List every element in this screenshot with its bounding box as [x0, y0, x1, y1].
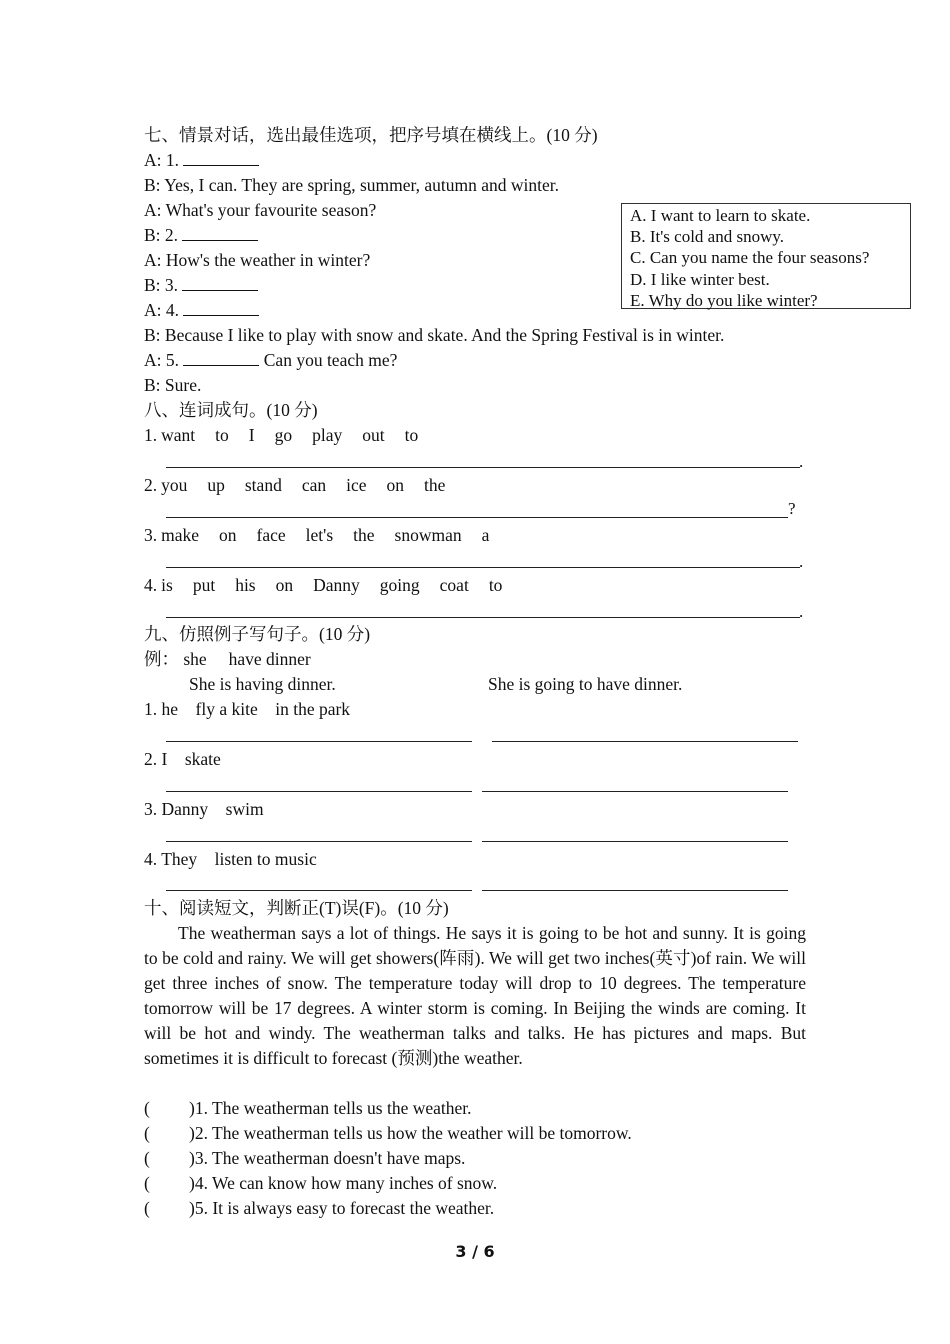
- section-8-title: 八、连词成句。(10 分): [144, 400, 318, 420]
- answer-line-9-1a[interactable]: [166, 741, 472, 742]
- dialogue-line-2: B: Yes, I can. They are spring, summer, autumn and winter.: [144, 175, 560, 195]
- answer-line-9-1b[interactable]: [492, 741, 798, 742]
- option-a: A. I want to learn to skate.: [630, 206, 811, 225]
- answer-line-9-4b[interactable]: [482, 890, 788, 891]
- option-e: E. Why do you like winter?: [630, 290, 818, 310]
- answer-paren[interactable]: (: [144, 1148, 150, 1168]
- tf-statement-2: ( )2. The weatherman tells us how the weather will be tomorrow.: [144, 1121, 632, 1146]
- dialogue-line-5: A: How's the weather in winter?: [144, 250, 371, 270]
- dialogue-line-9: A: 5. Can you teach me?: [144, 350, 398, 370]
- tf-statement-4: ( )4. We can know how many inches of snow.: [144, 1171, 497, 1196]
- word-order-item-3: 3. make on face let's the snowman a: [144, 525, 490, 545]
- answer-paren[interactable]: (: [144, 1173, 150, 1193]
- answer-blank-3[interactable]: [182, 273, 258, 291]
- answer-line-9-2b[interactable]: [482, 791, 788, 792]
- dialogue-line-10: B: Sure.: [144, 375, 202, 395]
- word-order-item-2: 2. you up stand can ice on the: [144, 475, 446, 495]
- dialogue-line-6: B: 3.: [144, 273, 258, 298]
- answer-line-9-4a[interactable]: [166, 890, 472, 891]
- dialogue-line-4: B: 2.: [144, 223, 258, 248]
- option-c: C. Can you name the four seasons?: [630, 248, 870, 268]
- word-order-item-1: 1. want to I go play out to: [144, 425, 419, 445]
- answer-line-9-2a[interactable]: [166, 791, 472, 792]
- rewrite-item-2: 2. I skate: [144, 749, 221, 769]
- word-order-item-4: 4. is put his on Danny going coat to: [144, 575, 503, 595]
- answer-line-8-1[interactable]: [166, 467, 800, 468]
- dialogue-line-8: B: Because I like to play with snow and skate. And the Spring Festival is in winter.: [144, 325, 725, 345]
- answer-blank-5[interactable]: [183, 348, 259, 366]
- section-7-title: 七、情景对话，选出最佳选项，把序号填在横线上。(10 分): [144, 125, 598, 145]
- end-punctuation: .: [799, 552, 804, 571]
- options-box: [621, 203, 911, 309]
- option-b: B. It's cold and snowy.: [630, 227, 785, 247]
- section-10-title: 十、阅读短文，判断正(T)误(F)。(10 分): [144, 898, 449, 918]
- option-d: D. I like winter best.: [630, 269, 770, 289]
- answer-paren[interactable]: (: [144, 1123, 150, 1143]
- end-punctuation: ?: [788, 499, 796, 518]
- answer-paren[interactable]: (: [144, 1198, 150, 1218]
- answer-line-8-4[interactable]: [166, 617, 800, 618]
- tf-statement-1: ( )1. The weatherman tells us the weather.: [144, 1096, 472, 1121]
- answer-blank-4[interactable]: [183, 298, 259, 316]
- section-9-title: 九、仿照例子写句子。(10 分): [144, 624, 371, 644]
- rewrite-item-1: 1. he fly a kite in the park: [144, 699, 351, 719]
- example-answer-2: She is going to have dinner.: [488, 674, 683, 694]
- tf-statement-5: ( )5. It is always easy to forecast the weather.: [144, 1196, 494, 1221]
- example-prompt: 例： she have dinner: [144, 649, 311, 669]
- rewrite-item-3: 3. Danny swim: [144, 799, 264, 819]
- dialogue-line-1: A: 1.: [144, 148, 259, 173]
- reading-passage: The weatherman says a lot of things. He says it is going to be hot and sunny. It is going to be cold and rainy. We will get showers(阵雨). We will get two inches(英寸)of rain. We will get three inches of snow. The temperature today will drop to 10 degrees. The temperature tomorrow will be 17 degrees. A winter storm is coming. In Beijing the winds are coming. It will be hot and windy. The weatherman talks and talks. He has pictures and maps. But sometimes it is difficult to forecast (预测)the weather.: [144, 923, 806, 1068]
- end-punctuation: .: [799, 452, 804, 471]
- dialogue-line-3: A: What's your favourite season?: [144, 200, 377, 220]
- answer-line-8-2[interactable]: [166, 517, 788, 518]
- tf-statement-3: ( )3. The weatherman doesn't have maps.: [144, 1146, 465, 1171]
- answer-line-9-3a[interactable]: [166, 841, 472, 842]
- answer-blank-1[interactable]: [183, 148, 259, 166]
- example-answer-1: She is having dinner.: [189, 674, 336, 694]
- end-punctuation: .: [799, 602, 804, 621]
- page-number: 3 / 6: [455, 1242, 495, 1261]
- answer-line-9-3b[interactable]: [482, 841, 788, 842]
- rewrite-item-4: 4. They listen to music: [144, 849, 317, 869]
- answer-blank-2[interactable]: [182, 223, 258, 241]
- dialogue-line-7: A: 4.: [144, 298, 259, 323]
- answer-line-8-3[interactable]: [166, 567, 800, 568]
- answer-paren[interactable]: (: [144, 1098, 150, 1118]
